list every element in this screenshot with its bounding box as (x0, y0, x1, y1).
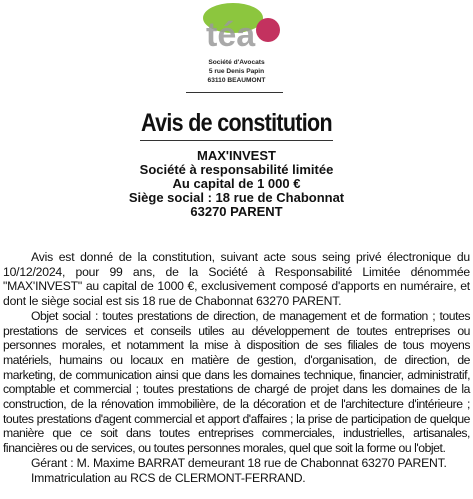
title-underline (140, 140, 333, 141)
purpose-paragraph: Objet social : toutes prestations de direction, de management et de formation ; toutes prestations de services et conseils utiles au développement de toutes entreprises ou personnes morales, et notamment la mise à disposition de ses filiales de tous moyens matériels, humains ou locaux en matière de gestion, d'organisation, de direction, de marketing, de communication ainsi que dans les domaines technique, financier, administratif, comptable et commercial ; toutes prestations de chargé de projet dans les domaines de la construction, de la rénovation immobilière, de la décoration et de l'architecture d'intérieure ; toutes prestations d'agent commercial et apport d'affaires ; la prise de participation de quelque manière que ce soit dans toutes entreprises commerciales, industrielles, artisanales, financières ou de services, ou toutes personnes morales, quel que soit la forme ou l'objet. (3, 308, 470, 456)
company-name: MAX'INVEST (197, 148, 276, 163)
firm-street: 5 rue Denis Papin (208, 68, 265, 75)
notice-body (3, 250, 470, 485)
intro-paragraph: Avis est donné de la constitution, suivant acte sous seing privé électronique du 10/12/2024, pour 99 ans, de la Société à Responsabilité Limitée dénommée "MAX'INVEST" au capital de 1000 €, exclusivement composé d'apports en numéraire, et dont le siège social est sis 18 rue de Chabonnat 63270 PARENT. (3, 250, 470, 309)
firm-city: 63110 BEAUMONT (207, 77, 266, 84)
office-postcode-city: 63270 PARENT (190, 204, 283, 219)
firm-name: Société d'Avocats (208, 59, 265, 66)
law-firm-logo (196, 2, 286, 54)
registration-paragraph: Immatriculation au RCS de CLERMONT-FERRAND. (31, 470, 306, 485)
company-capital: Au capital de 1 000 € (172, 176, 301, 191)
registered-office: Siège social : 18 rue de Chabonnat (128, 190, 345, 205)
logo-brand-text: téa (206, 16, 256, 54)
tea-logo-mark (196, 2, 286, 54)
logo-circle-shape (256, 18, 280, 42)
notice-title: Avis de constitution (141, 109, 332, 137)
manager-paragraph: Gérant : M. Maxime BARRAT demeurant 18 rue de Chabonnat 63270 PARENT. (31, 455, 447, 470)
header-divider (186, 92, 283, 93)
company-type: Société à responsabilité limitée (139, 162, 334, 177)
